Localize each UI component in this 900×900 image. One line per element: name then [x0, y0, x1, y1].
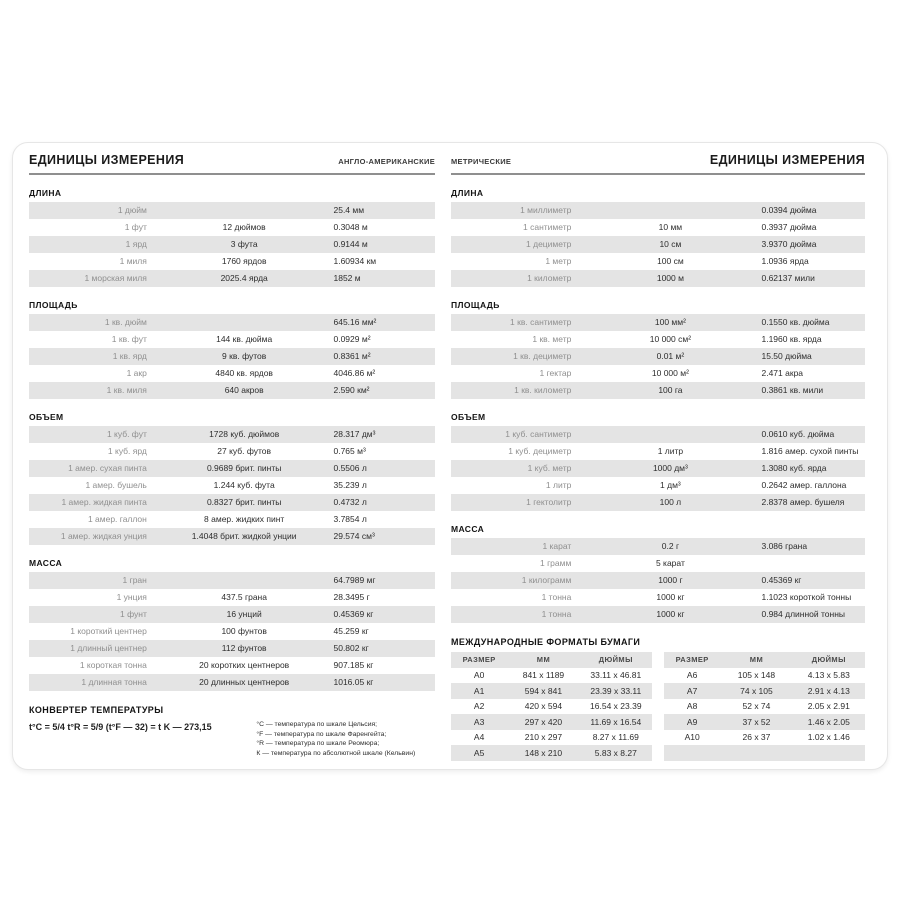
unit-section — [451, 300, 865, 399]
equivalent-cell: 100 га — [658, 385, 683, 396]
equivalent-cell: 0.01 м² — [656, 351, 685, 362]
inches-cell: 1.46 x 2.05 — [807, 716, 850, 727]
equivalent-cell: 100 фунтов — [221, 626, 267, 637]
unit-cell: 1 фут — [124, 222, 147, 233]
unit-cell: 1 сантиметр — [523, 222, 572, 233]
table-row — [451, 382, 865, 399]
table-row — [451, 443, 865, 460]
inches-cell: 2.05 x 2.91 — [807, 701, 850, 711]
table-row — [29, 314, 435, 331]
value-cell: 50.802 кг — [333, 643, 369, 654]
table-row — [451, 314, 865, 331]
unit-section — [29, 412, 435, 545]
inches-column-header: ДЮЙМЫ — [811, 655, 846, 664]
inches-column-header: ДЮЙМЫ — [598, 655, 633, 664]
page-title: ЕДИНИЦЫ ИЗМЕРЕНИЯ — [29, 153, 185, 167]
mm-cell: 594 x 841 — [524, 685, 563, 696]
size-cell: A2 — [473, 701, 485, 711]
page-pretitle: МЕТРИЧЕСКИЕ — [451, 157, 512, 166]
unit-cell: 1 килограмм — [521, 575, 572, 586]
table-row — [29, 331, 435, 348]
table-row — [451, 270, 865, 287]
section-heading: МАССА — [29, 558, 63, 568]
size-cell: A6 — [686, 670, 698, 680]
value-cell: 0.984 длинной тонны — [761, 609, 846, 620]
mm-cell: 52 x 74 — [742, 701, 771, 711]
mm-column-header: ММ — [536, 655, 551, 664]
paper-table-row — [664, 730, 865, 746]
equivalent-cell: 1000 г — [658, 575, 683, 586]
left-page-anglo-american — [13, 143, 450, 769]
table-row — [29, 589, 435, 606]
value-cell: 2.590 км² — [333, 385, 370, 396]
value-cell: 0.3937 дюйма — [761, 222, 817, 233]
equivalent-cell: 112 фунтов — [221, 643, 267, 654]
table-row — [451, 555, 865, 572]
value-cell: 0.0929 м² — [333, 334, 371, 345]
table-row — [451, 460, 865, 477]
unit-cell: 1 миля — [119, 256, 147, 267]
table-row — [29, 270, 435, 287]
value-cell: 0.62137 мили — [761, 273, 815, 284]
mm-cell: 26 x 37 — [742, 732, 771, 742]
paper-formats-heading: МЕЖДУНАРОДНЫЕ ФОРМАТЫ БУМАГИ — [451, 637, 641, 647]
unit-cell: 1 миллиметр — [520, 205, 572, 216]
equivalent-cell: 5 карат — [655, 558, 685, 569]
unit-cell: 1 амер. сухая пинта — [68, 463, 147, 474]
table-row — [29, 606, 435, 623]
size-cell: A5 — [473, 747, 485, 758]
equivalent-cell: 20 длинных центнеров — [199, 677, 290, 688]
unit-cell: 1 дециметр — [526, 239, 572, 250]
unit-cell: 1 куб. фут — [106, 429, 147, 440]
value-cell: 1.60934 км — [333, 256, 377, 267]
section-heading: ДЛИНА — [29, 188, 62, 198]
value-cell: 28.3495 г — [333, 592, 370, 603]
equivalent-cell: 1 дм³ — [660, 480, 681, 491]
temperature-scale-note: °R — температура по шкале Реомюра; — [256, 740, 380, 748]
unit-cell: 1 литр — [545, 480, 572, 491]
section-heading: ОБЪЕМ — [29, 412, 64, 422]
equivalent-cell: 1000 кг — [656, 609, 685, 620]
table-row — [29, 382, 435, 399]
header-rule — [451, 173, 865, 175]
value-cell: 25.4 мм — [333, 205, 365, 216]
equivalent-cell: 1.244 куб. фута — [213, 480, 275, 491]
paper-table-row — [664, 714, 865, 730]
table-row — [451, 477, 865, 494]
left-unit-sections — [29, 188, 435, 691]
right-page-header — [451, 153, 865, 169]
value-cell: 0.45369 кг — [333, 609, 374, 620]
size-cell: A0 — [473, 670, 485, 680]
section-heading: ОБЪЕМ — [451, 412, 486, 422]
table-row — [29, 657, 435, 674]
table-row — [29, 460, 435, 477]
unit-section — [29, 558, 435, 691]
temperature-scale-note: К — температура по абсолютной шкале (Кельвин) — [256, 749, 416, 757]
table-row — [451, 219, 865, 236]
unit-cell: 1 кв. миля — [106, 385, 147, 396]
table-row — [451, 538, 865, 555]
unit-cell: 1 короткая тонна — [79, 660, 147, 671]
table-row — [29, 511, 435, 528]
equivalent-cell: 2025.4 ярда — [220, 273, 268, 284]
inches-cell: 23.39 x 33.11 — [590, 685, 642, 696]
unit-cell: 1 метр — [545, 256, 572, 267]
equivalent-cell: 144 кв. дюйма — [216, 334, 273, 345]
equivalent-cell: 10 000 м² — [651, 368, 689, 379]
equivalent-cell: 16 унций — [226, 609, 262, 620]
value-cell: 3.9370 дюйма — [761, 239, 817, 250]
equivalent-cell: 10 мм — [658, 222, 683, 233]
unit-section — [451, 524, 865, 623]
unit-cell: 1 амер. бушель — [85, 480, 147, 491]
equivalent-cell: 20 коротких центнеров — [199, 660, 290, 671]
mm-cell: 297 x 420 — [524, 716, 563, 727]
mm-cell: 841 x 1189 — [522, 670, 565, 680]
inches-cell: 8.27 x 11.69 — [592, 732, 639, 742]
unit-section — [451, 188, 865, 287]
inches-cell: 4.13 x 5.83 — [807, 670, 850, 680]
equivalent-cell: 12 дюймов — [222, 222, 266, 233]
equivalent-cell: 100 мм² — [654, 317, 686, 328]
table-row — [451, 348, 865, 365]
value-cell: 1.3080 куб. ярда — [761, 463, 827, 474]
unit-cell: 1 кв. ярд — [112, 351, 147, 362]
table-row — [29, 494, 435, 511]
value-cell: 1.1023 короткой тонны — [761, 592, 852, 603]
table-row — [451, 589, 865, 606]
unit-cell: 1 амер. жидкая унция — [60, 531, 147, 542]
unit-cell: 1 тонна — [541, 592, 572, 603]
equivalent-cell: 1.4048 брит. жидкой унции — [191, 531, 297, 542]
table-row — [29, 443, 435, 460]
value-cell: 1.1960 кв. ярда — [761, 334, 822, 345]
unit-cell: 1 куб. метр — [527, 463, 572, 474]
inches-cell: 2.91 x 4.13 — [807, 685, 850, 696]
value-cell: 64.7989 мг — [333, 575, 376, 586]
paper-table-row — [451, 730, 652, 746]
unit-cell: 1 куб. дециметр — [508, 446, 572, 457]
table-row — [451, 331, 865, 348]
table-row — [29, 623, 435, 640]
value-cell: 1.816 амер. сухой пинты — [761, 446, 859, 457]
unit-cell: 1 акр — [126, 368, 147, 379]
paper-table-row — [451, 699, 652, 715]
equivalent-cell: 1728 куб. дюймов — [209, 429, 280, 440]
value-cell: 0.9144 м — [333, 239, 368, 250]
temperature-converter — [29, 705, 435, 758]
unit-cell: 1 карат — [542, 541, 572, 552]
size-cell: A1 — [473, 685, 485, 696]
unit-cell: 1 кв. дюйм — [104, 317, 147, 328]
table-row — [29, 219, 435, 236]
unit-cell: 1 длинный центнер — [70, 643, 147, 654]
paper-table-row — [451, 745, 652, 761]
mm-cell: 105 x 148 — [737, 670, 776, 680]
size-column-header: РАЗМЕР — [675, 655, 709, 664]
size-cell: A7 — [686, 685, 698, 696]
equivalent-cell: 100 л — [659, 497, 682, 508]
size-cell: A8 — [686, 701, 698, 711]
value-cell: 29.574 см³ — [333, 531, 375, 542]
table-row — [29, 348, 435, 365]
equivalent-cell: 1 литр — [657, 446, 684, 457]
value-cell: 1852 м — [333, 273, 361, 284]
equivalent-cell: 437.5 грана — [221, 592, 267, 603]
temperature-scale-note: °C — температура по шкале Цельсия; — [256, 721, 378, 728]
paper-formats-tables — [451, 652, 865, 761]
equivalent-cell: 8 амер. жидких пинт — [204, 514, 285, 525]
value-cell: 3.086 грана — [761, 541, 808, 552]
mm-column-header: ММ — [749, 655, 764, 664]
mm-cell: 74 x 105 — [740, 685, 773, 696]
value-cell: 45.259 кг — [333, 626, 369, 637]
unit-section — [29, 300, 435, 399]
mm-cell: 37 x 52 — [742, 716, 771, 727]
equivalent-cell: 0.9689 брит. пинты — [206, 463, 282, 474]
paper-table-header-row — [451, 652, 652, 668]
reference-page-spread — [12, 142, 888, 770]
table-row — [451, 494, 865, 511]
value-cell: 1.0936 ярда — [761, 256, 809, 267]
table-row — [451, 202, 865, 219]
value-cell: 907.185 кг — [333, 660, 374, 671]
equivalent-cell: 10 000 см² — [649, 334, 692, 345]
mm-cell: 148 x 210 — [524, 747, 563, 758]
value-cell: 2.8378 амер. бушеля — [761, 497, 845, 508]
size-cell: A4 — [473, 732, 485, 742]
table-row — [29, 640, 435, 657]
temperature-converter-body — [29, 720, 435, 758]
paper-table-row — [451, 668, 652, 684]
unit-cell: 1 длинная тонна — [81, 677, 147, 688]
paper-table-row — [451, 683, 652, 699]
table-row — [29, 202, 435, 219]
inches-cell: 1.02 x 1.46 — [807, 732, 850, 742]
unit-cell: 1 грамм — [539, 558, 572, 569]
unit-cell: 1 кв. сантиметр — [510, 317, 572, 328]
unit-cell: 1 унция — [116, 592, 147, 603]
unit-cell: 1 дюйм — [117, 205, 147, 216]
unit-cell: 1 кв. метр — [532, 334, 572, 345]
page-title: ЕДИНИЦЫ ИЗМЕРЕНИЯ — [709, 153, 865, 167]
unit-cell: 1 куб. ярд — [107, 446, 147, 457]
value-cell: 0.4732 л — [333, 497, 367, 508]
size-cell: A3 — [473, 716, 485, 727]
value-cell: 0.0394 дюйма — [761, 205, 817, 216]
temperature-converter-heading: КОНВЕРТЕР ТЕМПЕРАТУРЫ — [29, 705, 164, 715]
equivalent-cell: 4840 кв. ярдов — [215, 368, 273, 379]
unit-cell: 1 гектолитр — [526, 497, 572, 508]
table-row — [29, 426, 435, 443]
table-row — [451, 426, 865, 443]
table-row — [29, 572, 435, 589]
table-row — [451, 572, 865, 589]
table-row — [451, 236, 865, 253]
section-heading: МАССА — [451, 524, 485, 534]
unit-section — [451, 412, 865, 511]
unit-cell: 1 куб. сантиметр — [505, 429, 572, 440]
value-cell: 0.8361 м² — [333, 351, 371, 362]
equivalent-cell: 1760 ярдов — [221, 256, 267, 267]
mm-cell: 210 x 297 — [524, 732, 563, 742]
left-page-header — [29, 153, 435, 169]
value-cell: 3.7854 л — [333, 514, 367, 525]
paper-formats — [451, 637, 865, 761]
unit-cell: 1 амер. жидкая пинта — [61, 497, 147, 508]
equivalent-cell: 1000 м — [656, 273, 684, 284]
equivalent-cell: 9 кв. футов — [222, 351, 267, 362]
inches-cell: 33.11 x 46.81 — [590, 670, 642, 680]
temperature-scale-note: °F — температура по шкале Фаренгейта; — [256, 730, 387, 738]
unit-cell: 1 морская миля — [84, 273, 147, 284]
equivalent-cell: 27 куб. футов — [217, 446, 272, 457]
unit-cell: 1 километр — [527, 273, 572, 284]
paper-table-row — [664, 683, 865, 699]
unit-cell: 1 гектар — [539, 368, 572, 379]
header-rule — [29, 173, 435, 175]
unit-cell: 1 ярд — [125, 239, 147, 250]
value-cell: 0.3861 кв. мили — [761, 385, 824, 396]
unit-cell: 1 кв. километр — [514, 385, 572, 396]
unit-cell: 1 тонна — [541, 609, 572, 620]
unit-cell: 1 фунт — [120, 609, 147, 620]
size-cell: A10 — [684, 732, 700, 742]
table-row — [451, 253, 865, 270]
value-cell: 0.45369 кг — [761, 575, 802, 586]
value-cell: 0.5506 л — [333, 463, 367, 474]
paper-table-a6-a10 — [664, 652, 865, 761]
unit-cell: 1 кв. фут — [111, 334, 147, 345]
unit-cell: 1 амер. галлон — [87, 514, 147, 525]
equivalent-cell: 1000 дм³ — [652, 463, 688, 474]
value-cell: 15.50 дюйма — [761, 351, 812, 362]
page-subtitle: АНГЛО-АМЕРИКАНСКИЕ — [338, 157, 435, 166]
table-row — [29, 528, 435, 545]
paper-table-row — [664, 699, 865, 715]
paper-table-row — [664, 668, 865, 684]
size-cell: A9 — [686, 716, 698, 727]
equivalent-cell: 3 фута — [230, 239, 258, 250]
unit-section — [29, 188, 435, 287]
value-cell: 28.317 дм³ — [333, 429, 376, 440]
value-cell: 0.1550 кв. дюйма — [761, 317, 830, 328]
equivalent-cell: 10 см — [659, 239, 682, 250]
value-cell: 645.16 мм² — [333, 317, 377, 328]
inches-cell: 16.54 x 23.39 — [590, 701, 642, 711]
equivalent-cell: 1000 кг — [656, 592, 685, 603]
paper-table-header-row — [664, 652, 865, 668]
value-cell: 0.2642 амер. галлона — [761, 480, 847, 491]
table-row — [29, 477, 435, 494]
size-column-header: РАЗМЕР — [462, 655, 496, 664]
equivalent-cell: 640 акров — [224, 385, 264, 396]
mm-cell: 420 x 594 — [524, 701, 563, 711]
value-cell: 2.471 акра — [761, 368, 804, 379]
paper-table-a0-a5 — [451, 652, 652, 761]
value-cell: 1016.05 кг — [333, 677, 374, 688]
value-cell: 4046.86 м² — [333, 368, 376, 379]
paper-table-row — [664, 745, 865, 761]
table-row — [451, 365, 865, 382]
table-row — [29, 365, 435, 382]
inches-cell: 11.69 x 16.54 — [590, 716, 642, 727]
table-row — [29, 253, 435, 270]
right-unit-sections — [451, 188, 865, 623]
equivalent-cell: 0.8327 брит. пинты — [206, 497, 282, 508]
table-row — [451, 606, 865, 623]
paper-table-row — [451, 714, 652, 730]
temperature-scale-notes — [256, 720, 435, 758]
equivalent-cell: 100 см — [657, 256, 684, 267]
unit-cell: 1 короткий центнер — [70, 626, 147, 637]
table-row — [29, 236, 435, 253]
value-cell: 0.765 м³ — [333, 446, 366, 457]
section-heading: ПЛОЩАДЬ — [451, 300, 500, 310]
value-cell: 0.0610 куб. дюйма — [761, 429, 835, 440]
value-cell: 0.3048 м — [333, 222, 368, 233]
table-row — [29, 674, 435, 691]
unit-cell: 1 кв. дециметр — [513, 351, 572, 362]
section-heading: ДЛИНА — [451, 188, 484, 198]
unit-cell: 1 гран — [122, 575, 147, 586]
section-heading: ПЛОЩАДЬ — [29, 300, 78, 310]
right-page-metric — [450, 143, 887, 769]
value-cell: 35.239 л — [333, 480, 367, 491]
equivalent-cell: 0.2 г — [661, 541, 680, 552]
inches-cell: 5.83 x 8.27 — [594, 747, 637, 758]
temperature-formula: t°C = 5/4 t°R = 5/9 (t°F — 32) = t K — 273,15 — [29, 722, 212, 732]
